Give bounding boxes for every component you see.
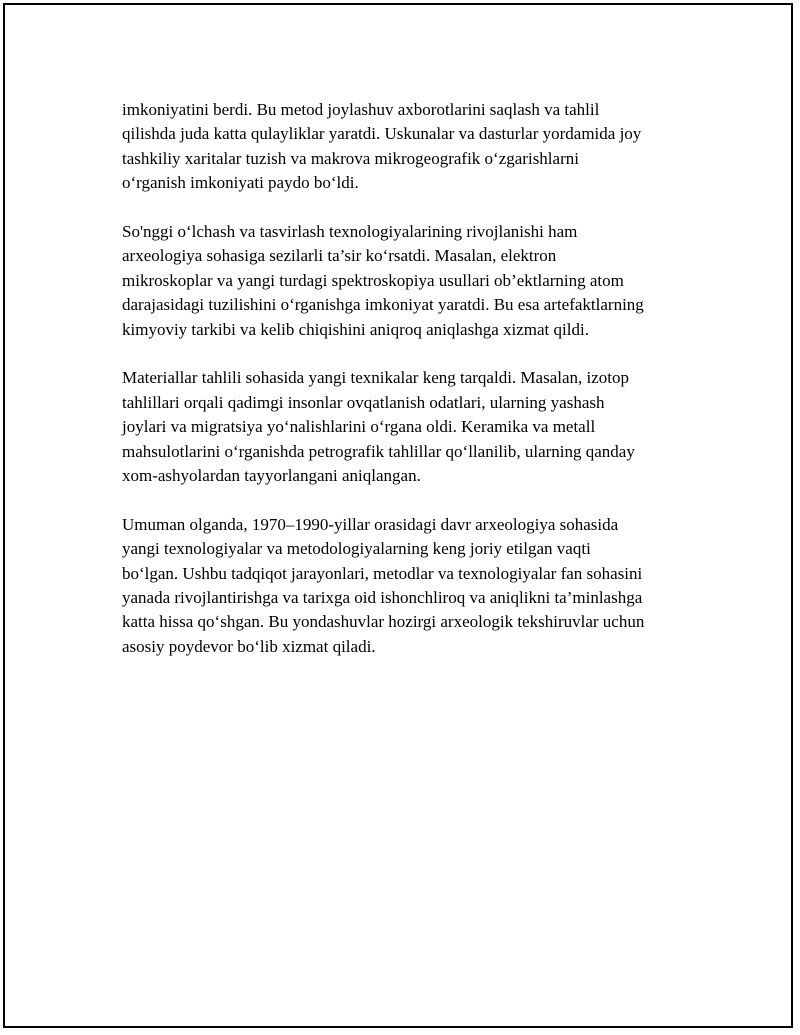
text-line: tahlillari orqali qadimgi insonlar ovqatlanish odatlari, ularning yashash [122,392,605,412]
paragraph-4 [122,513,702,659]
page-frame [3,3,793,1028]
paragraph-3 [122,366,702,488]
text-line: arxeologiya sohasiga sezilarli ta’sir koʻrsatdi. Masalan, elektron [122,246,557,266]
text-line: asosiy poydevor boʻlib xizmat qiladi. [122,636,376,656]
text-line: Materiallar tahlili sohasida yangi texnikalar keng tarqaldi. Masalan, izotop [122,368,630,388]
text-line: yangi texnologiyalar va metodologiyalarning keng joriy etilgan vaqti [122,539,591,559]
paragraph-2 [122,220,702,342]
text-line: mahsulotlarini oʻrganishda petrografik tahlillar qoʻllanilib, ularning qanday [122,441,635,461]
text-line: mikroskoplar va yangi turdagi spektroskopiya usullari ob’ektlarning atom [122,270,624,290]
text-line: boʻlgan. Ushbu tadqiqot jarayonlari, metodlar va texnologiyalar fan sohasini [122,563,643,583]
text-line: oʻrganish imkoniyati paydo boʻldi. [122,173,359,193]
text-line: yanada rivojlantirishga va tarixga oid ishonchliroq va aniqlikni ta’minlashga [122,588,643,608]
text-line: imkoniyatini berdi. Bu metod joylashuv axborotlarini saqlash va tahlil [122,100,600,119]
text-line: xom-ashyolardan tayyorlangani aniqlangan. [122,466,421,486]
text-line: kimyoviy tarkibi va kelib chiqishini aniqroq aniqlashga xizmat qildi. [122,319,589,339]
text-line: qilishda juda katta qulayliklar yaratdi. Uskunalar va dasturlar yordamida joy [122,124,642,144]
text-line: So'nggi oʻlchash va tasvirlash texnologiyalarining rivojlanishi ham [122,222,578,242]
text-line: darajasidagi tuzilishini oʻrganishga imkoniyat yaratdi. Bu esa artefaktlarning [122,295,644,315]
text-line: joylari va migratsiya yoʻnalishlarini oʻrgana oldi. Keramika va metall [122,417,596,437]
paragraph-1 [122,98,702,196]
document-body [122,98,702,684]
text-line: tashkiliy xaritalar tuzish va makrova mikrogeografik oʻzgarishlarni [122,148,579,168]
text-line: Umuman olganda, 1970–1990-yillar orasidagi davr arxeologiya sohasida [122,514,619,534]
text-line: katta hissa qoʻshgan. Bu yondashuvlar hozirgi arxeologik tekshiruvlar uchun [122,612,645,632]
